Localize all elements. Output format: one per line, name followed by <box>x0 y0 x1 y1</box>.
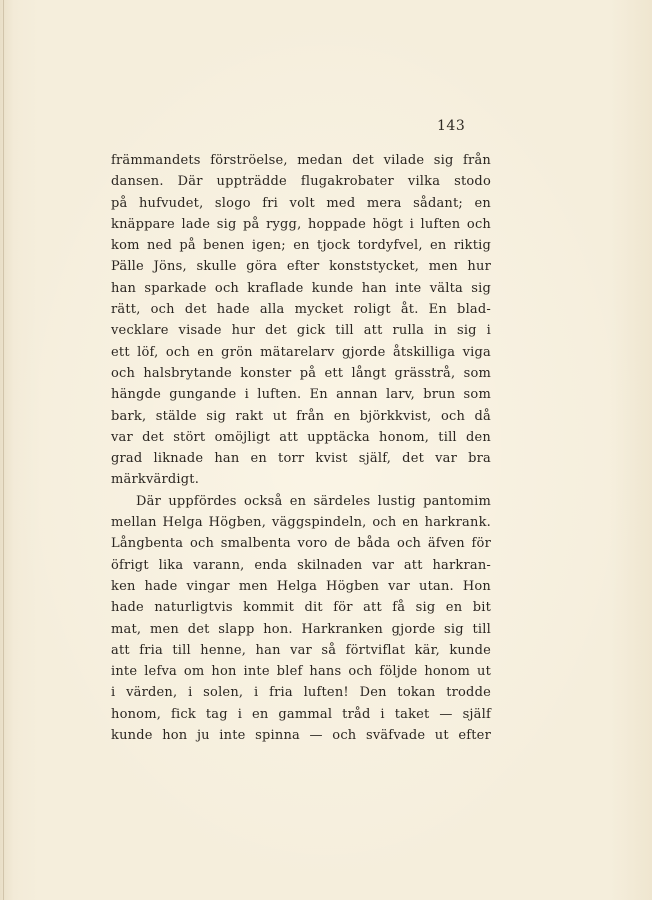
text-line: grad liknade han en torr kvist själf, det var bra <box>111 451 491 467</box>
text-line: bark, stälde sig rakt ut från en björkkvist, och då <box>111 408 491 424</box>
text-line: hade naturligtvis kommit dit för att få sig en bit <box>111 600 491 616</box>
text-line: på hufvudet, slogo fri volt med mera sådant; en <box>111 195 491 211</box>
page-number: 143 <box>437 118 466 134</box>
text-line: dansen. Där uppträdde flugakrobater vilka stodo <box>111 174 491 190</box>
text-line: främmandets förströelse, medan det vilade sig från <box>111 153 491 168</box>
text-line: Där uppfördes också en särdeles lustig pantomim <box>136 493 491 509</box>
text-line: inte lefva om hon inte blef hans och följde honom ut <box>111 664 491 680</box>
text-line: hängde gungande i luften. En annan larv, brun som <box>111 387 491 403</box>
text-line: var det stört omöjligt att upptäcka honom, till den <box>111 429 491 445</box>
text-line: knäppare lade sig på rygg, hoppade högt i luften och <box>111 216 491 232</box>
text-line: han sparkade och kraflade kunde han inte välta sig <box>111 280 491 296</box>
text-line: Pälle Jöns, skulle göra efter konststycket, men hur <box>111 259 491 275</box>
text-line: honom, fick tag i en gammal tråd i taket — själf <box>111 706 491 722</box>
text-line: kunde hon ju inte spinna — och sväfvade ut efter <box>111 728 491 744</box>
text-line: att fria till henne, han var så förtviflat kär, kunde <box>111 642 491 658</box>
text-line: märkvärdigt. <box>111 472 200 488</box>
body-text <box>111 150 491 746</box>
text-line: mellan Helga Högben, väggspindeln, och en harkrank. <box>111 515 491 531</box>
text-line: öfrigt lika varann, enda skilnaden var att harkran- <box>111 557 491 573</box>
page-gutter <box>3 0 4 900</box>
text-line: ken hade vingar men Helga Högben var utan. Hon <box>111 578 491 594</box>
text-line: Långbenta och smalbenta voro de båda och äfven för <box>111 536 491 552</box>
text-line: ett löf, och en grön mätarelarv gjorde åtskilliga viga <box>111 344 491 360</box>
text-line: rätt, och det hade alla mycket roligt åt. En blad- <box>111 302 491 318</box>
text-line: i värden, i solen, i fria luften! Den tokan trodde <box>111 685 491 701</box>
text-line: mat, men det slapp hon. Harkranken gjorde sig till <box>111 621 491 637</box>
text-line: kom ned på benen igen; en tjock tordyfvel, en riktig <box>111 238 491 254</box>
text-line: och halsbrytande konster på ett långt grässtrå, som <box>111 365 491 381</box>
text-line: vecklare visade hur det gick till att rulla in sig i <box>111 323 491 339</box>
